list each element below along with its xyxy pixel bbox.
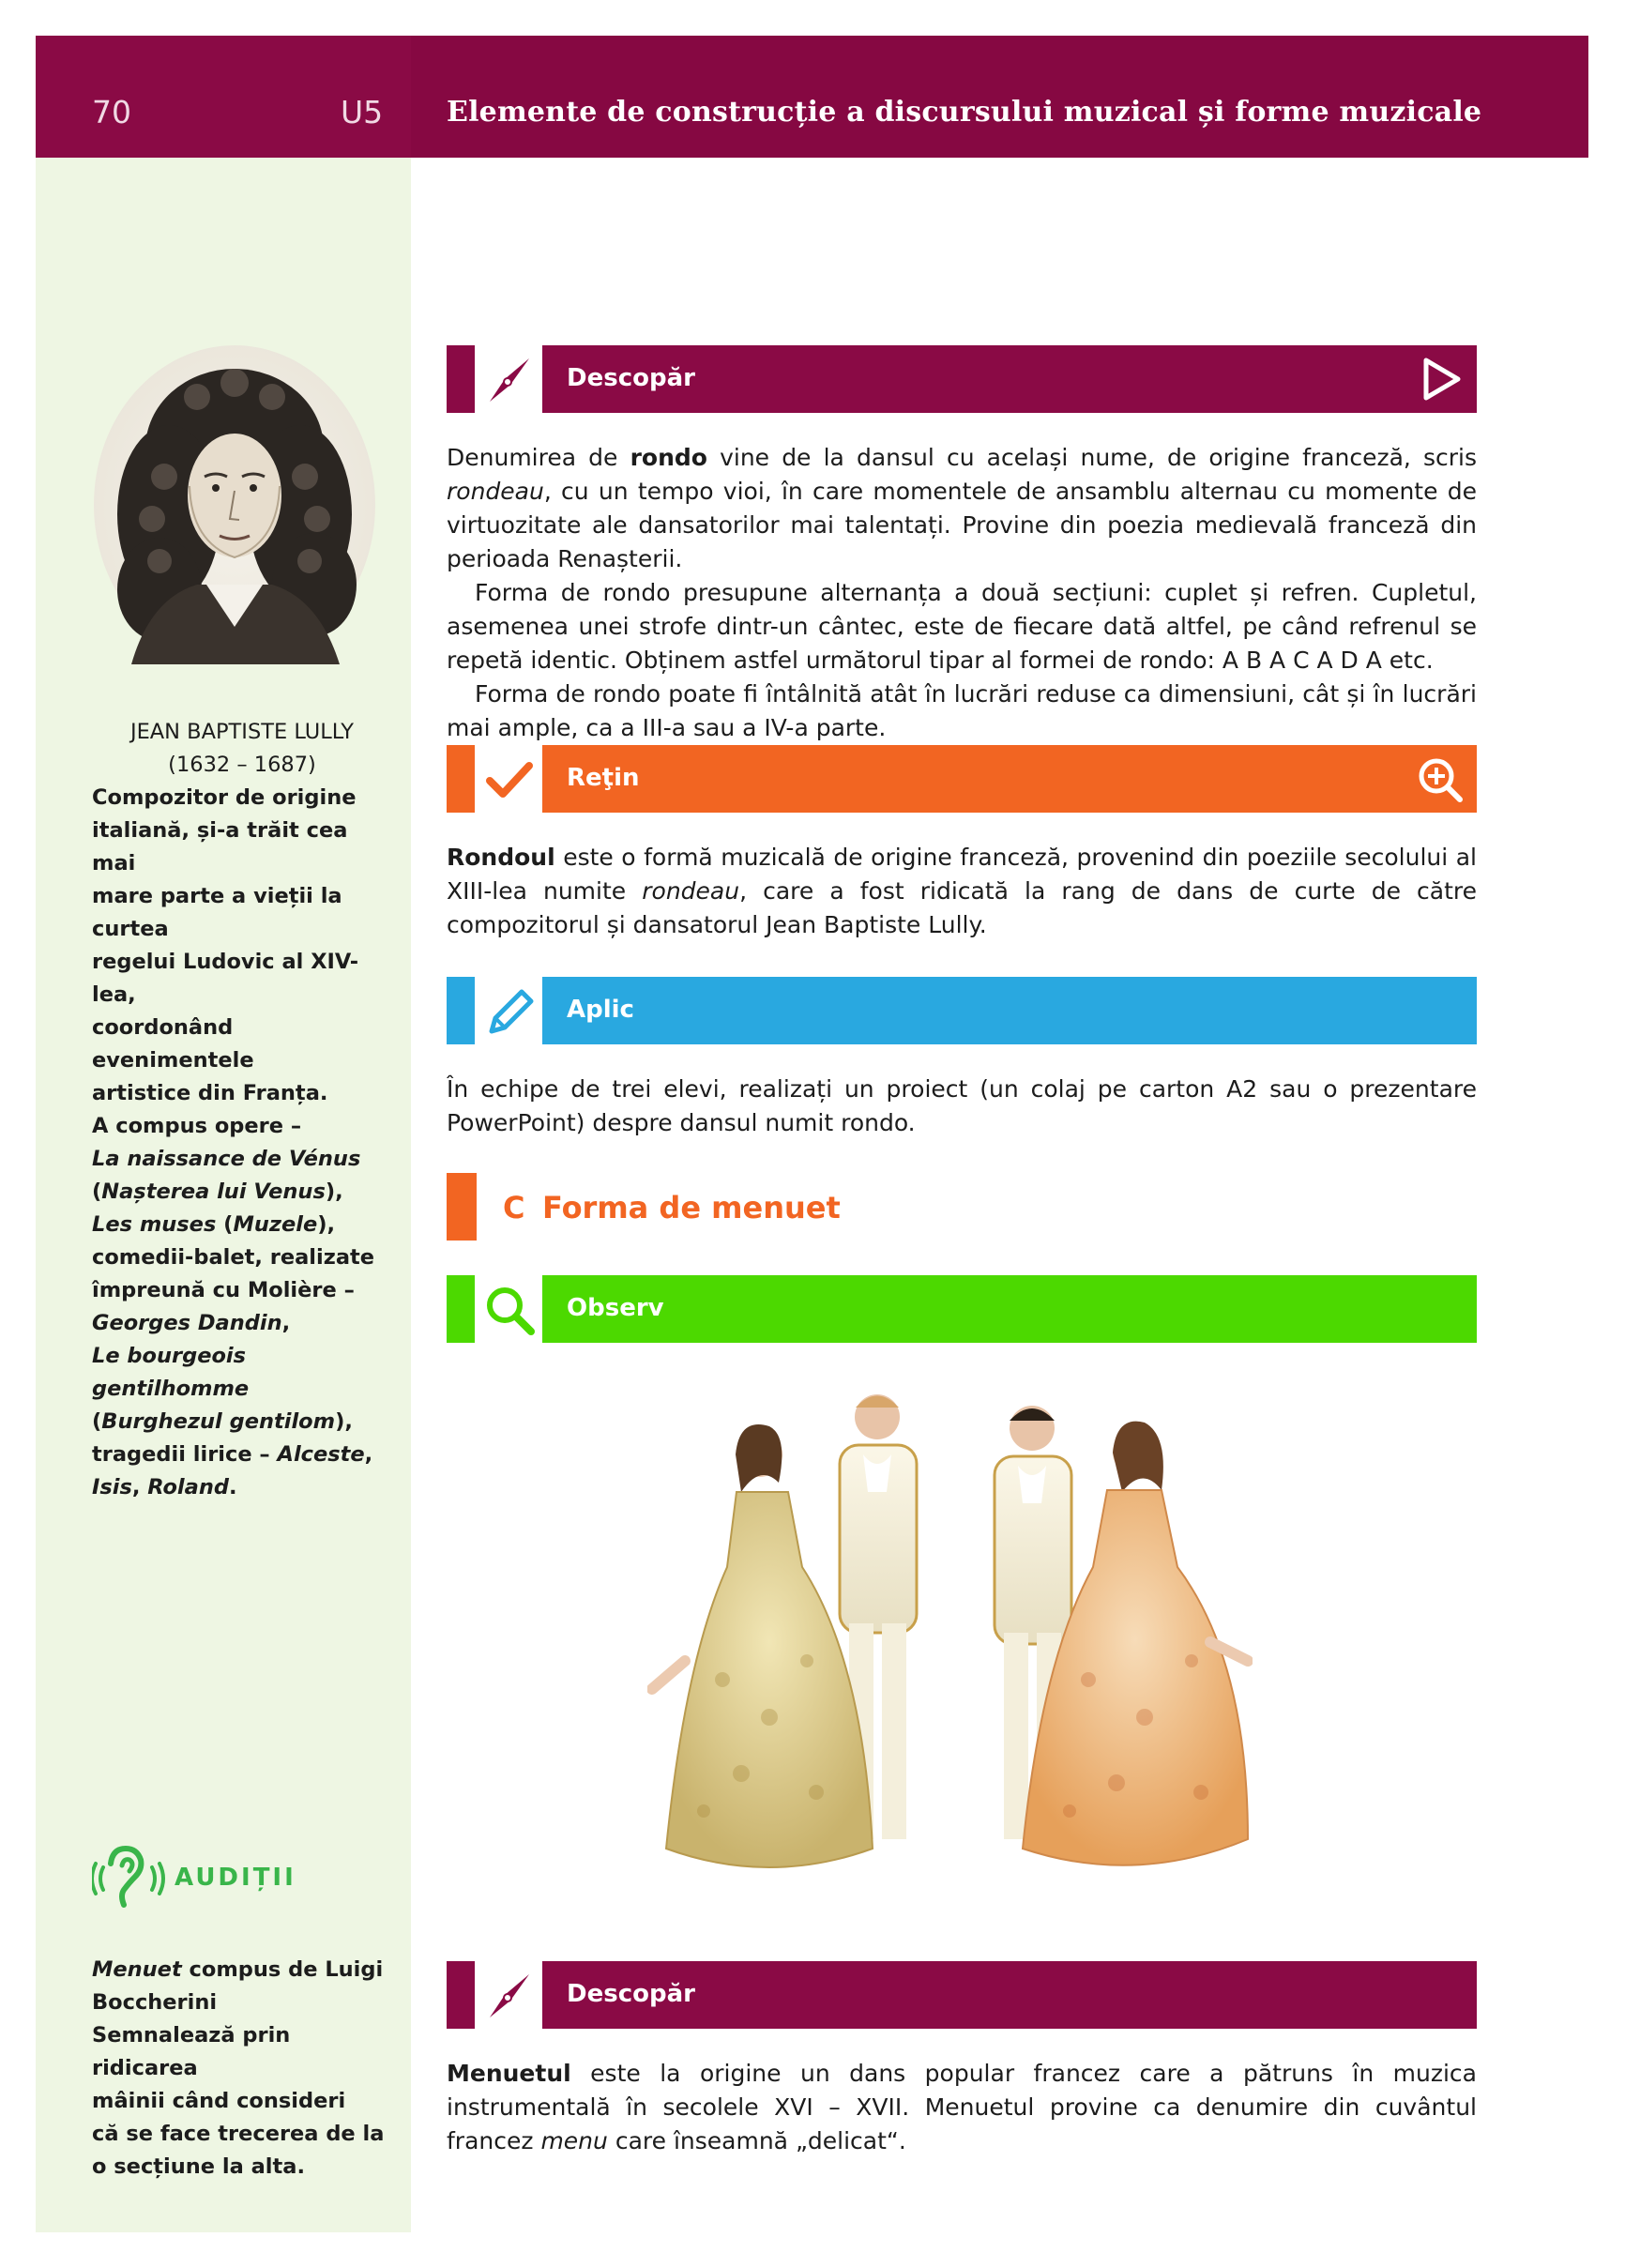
section-letter: C (503, 1190, 525, 1225)
paragraph: Forma de rondo poate fi întâlnită atât în lucrări reduse ca dimensiuni, cât și în lucrări mai ample, ca a III-a sau a IV-a parte. (447, 680, 1477, 741)
section-title: Forma de menuet (542, 1190, 841, 1225)
checkmark-icon (482, 753, 537, 807)
section-heading-c (447, 1173, 1010, 1241)
bar-stub (447, 345, 475, 413)
audition-line: compus de Luigi (181, 1957, 384, 1982)
audition-line: Semnalează prin ridicarea (92, 2023, 291, 2080)
work-title: Les muses (92, 1212, 217, 1237)
lully-portrait (94, 345, 375, 664)
bar-label: Descopăr (567, 1980, 695, 2008)
term-menuetul: Menuetul (447, 2060, 571, 2087)
bar-band (542, 1275, 1477, 1343)
descopar-text (447, 441, 1477, 745)
bar-label: Reţin (567, 764, 640, 792)
work-translation: Muzele (233, 1212, 318, 1237)
bar-stub (447, 1275, 475, 1343)
bar-band (542, 745, 1477, 813)
term-rondo: rondo (630, 444, 707, 471)
bar-stub (447, 977, 475, 1044)
page-title: Elemente de construcție a discursului muzical și forme muzicale (447, 96, 1482, 129)
term-rondoul: Rondoul (447, 844, 555, 871)
work-title: Le bourgeois gentilhomme (92, 1344, 250, 1401)
bio-line: A compus opere – (92, 1114, 302, 1138)
work-title: Roland (147, 1475, 229, 1499)
work-title: La naissance de Vénus (92, 1147, 361, 1171)
bio-line: comedii-balet, realizate (92, 1245, 375, 1270)
text-run: Denumirea de (447, 444, 630, 471)
section-stub (447, 1173, 477, 1241)
paragraph: În echipe de trei elevi, realizați un proiect (un colaj pe carton A2 sau o prezentare PowerPoint) despre dansul numit rondo. (447, 1075, 1477, 1136)
text-run: , care a fost ridicată la rang de dans de curte de către compozitorul și dansatorul Jean Baptiste Lully. (447, 877, 1478, 938)
auditii-label: AUDIȚII (175, 1864, 296, 1892)
text-run: vine de la dansul cu același nume, de origine franceză, scris (706, 444, 1477, 471)
bio-line: Compozitor de origine (92, 785, 357, 810)
term-rondeau: rondeau (447, 478, 544, 505)
text-run: este o formă muzicală de origine franceză, provenind din poeziile secolului al XIII-lea numite (447, 844, 1477, 905)
audition-line: că se face trecerea de la (92, 2122, 385, 2146)
page-number: 70 (92, 94, 131, 130)
compass-icon (482, 1969, 537, 2023)
unit-label: U5 (341, 94, 384, 130)
observ-bar (447, 1275, 1477, 1343)
zoom-in-icon[interactable] (1417, 756, 1464, 803)
bar-label: Aplic (567, 996, 634, 1024)
minuet-dancers-photo (647, 1379, 1253, 1905)
auditii-text (92, 1954, 392, 2184)
work-title: Alceste (277, 1442, 365, 1467)
descopar-bar-2 (447, 1961, 1477, 2029)
work-translation: Burghezul gentilom (101, 1409, 336, 1434)
magnifier-icon (482, 1283, 537, 1337)
text-run: , cu un tempo vioi, în care momentele de ansamblu alternau cu momente de virtuozitate ale dansatorilor mai talentați. Provine din poezia medievală franceză din perioada Renașterii. (447, 478, 1477, 572)
term-menu: menu (540, 2127, 608, 2154)
bar-stub (447, 745, 475, 813)
bio-line: regelui Ludovic al XIV-lea, (92, 950, 359, 1007)
text-run: care înseamnă „delicat“. (607, 2127, 906, 2154)
descopar-bar (447, 345, 1477, 413)
work-translation: Nașterea lui Venus (101, 1180, 326, 1204)
aplic-bar (447, 977, 1477, 1044)
auditii-heading (92, 1839, 392, 1914)
paragraph: Forma de rondo presupune alternanța a două secțiuni: cuplet și refren. Cupletul, asemenea unei strofe dintr-un cântec, este de fiecare dată altfel, pe când refrenul se repetă identic. Obținem astfel următorul tipar al formei de rondo: A B A C A D A etc. (447, 579, 1477, 674)
bar-band (542, 977, 1477, 1044)
composer-bio: JEAN BAPTISTE LULLY (1632 – 1687) Compozitor de origine italiană, și-a trăit cea mai mare parte a vieții la curtea regelui Ludovic al XIV-lea, coordonând evenimentele artistice din Franța. A compus opere – La naissance de Vénus (Nașterea lui Venus), Les muses (Muzele), comedii-balet, realizate împreună cu Molière – Georges Dandin, Le bourgeois gentilhomme (Burghezul gentilom), tragedii lirice – Alceste, Isis, Roland. (92, 716, 392, 1504)
retin-text (447, 841, 1477, 942)
page-header (36, 36, 1588, 158)
audition-line: Boccherini (92, 1990, 218, 2015)
bio-line: împreună cu Molière – (92, 1278, 355, 1302)
composer-years: (1632 – 1687) (168, 753, 316, 777)
pencil-icon (482, 984, 537, 1039)
bio-line: italiană, și-a trăit cea mai (92, 818, 348, 875)
audition-line: mâinii când consideri (92, 2089, 346, 2113)
bio-line: mare parte a vieții la curtea (92, 884, 342, 941)
bar-label: Observ (567, 1294, 664, 1322)
composer-name: JEAN BAPTISTE LULLY (129, 720, 355, 744)
ear-icon (92, 1839, 167, 1914)
bio-line: artistice din Franța. (92, 1081, 328, 1105)
play-icon[interactable] (1420, 357, 1464, 402)
term-rondeau: rondeau (642, 877, 740, 905)
bio-line: coordonând evenimentele (92, 1015, 254, 1073)
bar-label: Descopăr (567, 364, 695, 392)
bio-line: tragedii lirice – (92, 1442, 270, 1467)
menuet-text (447, 2057, 1477, 2158)
audition-line: o secțiune la alta. (92, 2154, 305, 2179)
audition-work: Menuet (92, 1957, 182, 1982)
compass-icon (482, 353, 537, 407)
bar-stub (447, 1961, 475, 2029)
work-title: Georges Dandin (92, 1311, 282, 1335)
text-run: este la origine un dans popular francez care a pătruns în muzica instrumentală în secolele XVI – XVII. Menuetul provine ca denumire din cuvântul francez (447, 2060, 1477, 2154)
aplic-text (447, 1073, 1477, 1140)
work-title: Isis (92, 1475, 132, 1499)
retin-bar (447, 745, 1477, 813)
